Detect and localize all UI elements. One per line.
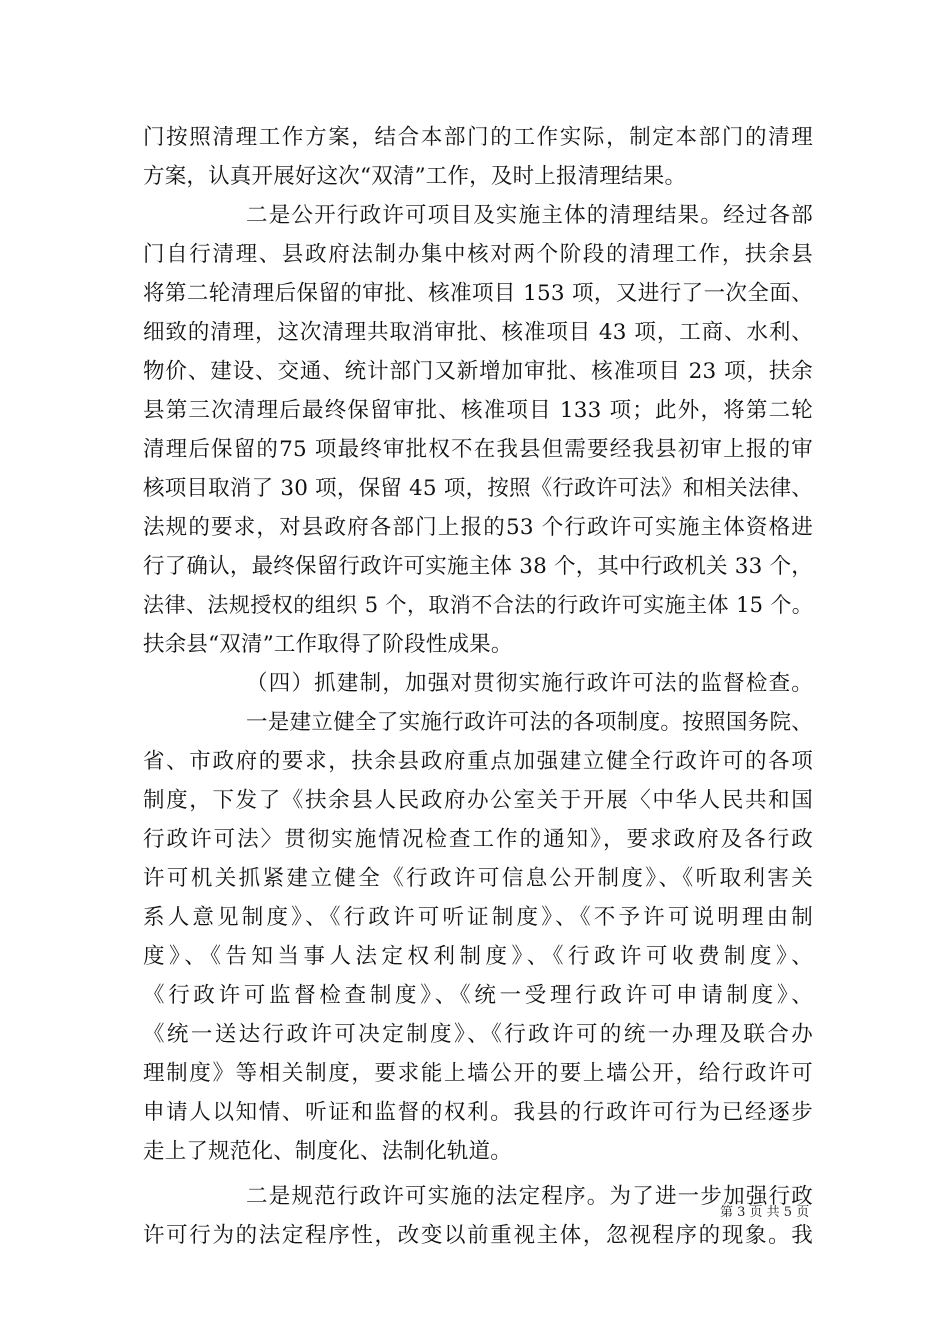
text-line: 系人意见制度》、《行政许可听证制度》、《不予许可说明理由制 [143, 905, 813, 930]
text-line: 扶余县“双清”工作取得了阶段性成果。 [143, 632, 513, 657]
text-line: 许可机关抓紧建立健全《行政许可信息公开制度》、《听取利害关 [143, 866, 813, 891]
text-line: 许可行为的法定程序性，改变以前重视主体，忽视程序的现象。我 [143, 1223, 813, 1248]
text-line: 度》、《告知当事人法定权利制度》、《行政许可收费制度》、 [143, 944, 813, 969]
text-line: 省、市政府的要求，扶余县政府重点加强建立健全行政许可的各项 [143, 749, 813, 774]
paragraph-start-line: 二是规范行政许可实施的法定程序。为了进一步加强行政 [246, 1184, 813, 1209]
section-heading: （四）抓建制，加强对贯彻实施行政许可法的监督检查。 [246, 671, 813, 696]
text-line: 门按照清理工作方案，结合本部门的工作实际，制定本部门的清理 [143, 125, 813, 150]
text-line: 物价、建设、交通、统计部门又新增加审批、核准项目 23 项，扶余 [143, 359, 813, 384]
text-line: 申请人以知情、听证和监督的权利。我县的行政许可行为已经逐步 [143, 1100, 813, 1125]
text-line: 行政许可法〉贯彻实施情况检查工作的通知》，要求政府及各行政 [143, 827, 813, 852]
body-text [143, 118, 813, 1255]
text-line: 将第二轮清理后保留的审批、核准项目 153 项，又进行了一次全面、 [143, 281, 813, 306]
text-line: 制度，下发了《扶余县人民政府办公室关于开展〈中华人民共和国 [143, 788, 813, 813]
paragraph-start-line: 二是公开行政许可项目及实施主体的清理结果。经过各部 [246, 203, 813, 228]
paragraph-start-line: 一是建立健全了实施行政许可法的各项制度。按照国务院、 [246, 710, 813, 735]
page-number-footer: 第 3 页 共 5 页 [720, 1205, 810, 1220]
text-line: 理制度》等相关制度，要求能上墙公开的要上墙公开，给行政许可 [143, 1061, 813, 1086]
text-line: 法规的要求，对县政府各部门上报的53 个行政许可实施主体资格进 [143, 515, 813, 540]
text-line: 《统一送达行政许可决定制度》、《行政许可的统一办理及联合办 [143, 1022, 813, 1047]
text-line: 细致的清理，这次清理共取消审批、核准项目 43 项，工商、水利、 [143, 320, 813, 345]
text-line: 核项目取消了 30 项，保留 45 项，按照《行政许可法》和相关法律、 [143, 476, 813, 501]
text-line: 门自行清理、县政府法制办集中核对两个阶段的清理工作，扶余县 [143, 242, 813, 267]
text-line: 清理后保留的75 项最终审批权不在我县但需要经我县初审上报的审 [143, 437, 813, 462]
text-line: 走上了规范化、制度化、法制化轨道。 [143, 1139, 512, 1164]
text-line: 《行政许可监督检查制度》、《统一受理行政许可申请制度》、 [143, 983, 813, 1008]
text-line: 法律、法规授权的组织 5 个，取消不合法的行政许可实施主体 15 个。 [143, 593, 813, 617]
text-line: 县第三次清理后最终保留审批、核准项目 133 项；此外，将第二轮 [143, 398, 813, 423]
text-line: 行了确认，最终保留行政许可实施主体 38 个，其中行政机关 33 个， [143, 554, 813, 579]
text-line: 方案，认真开展好这次“双清”工作，及时上报清理结果。 [143, 164, 687, 189]
